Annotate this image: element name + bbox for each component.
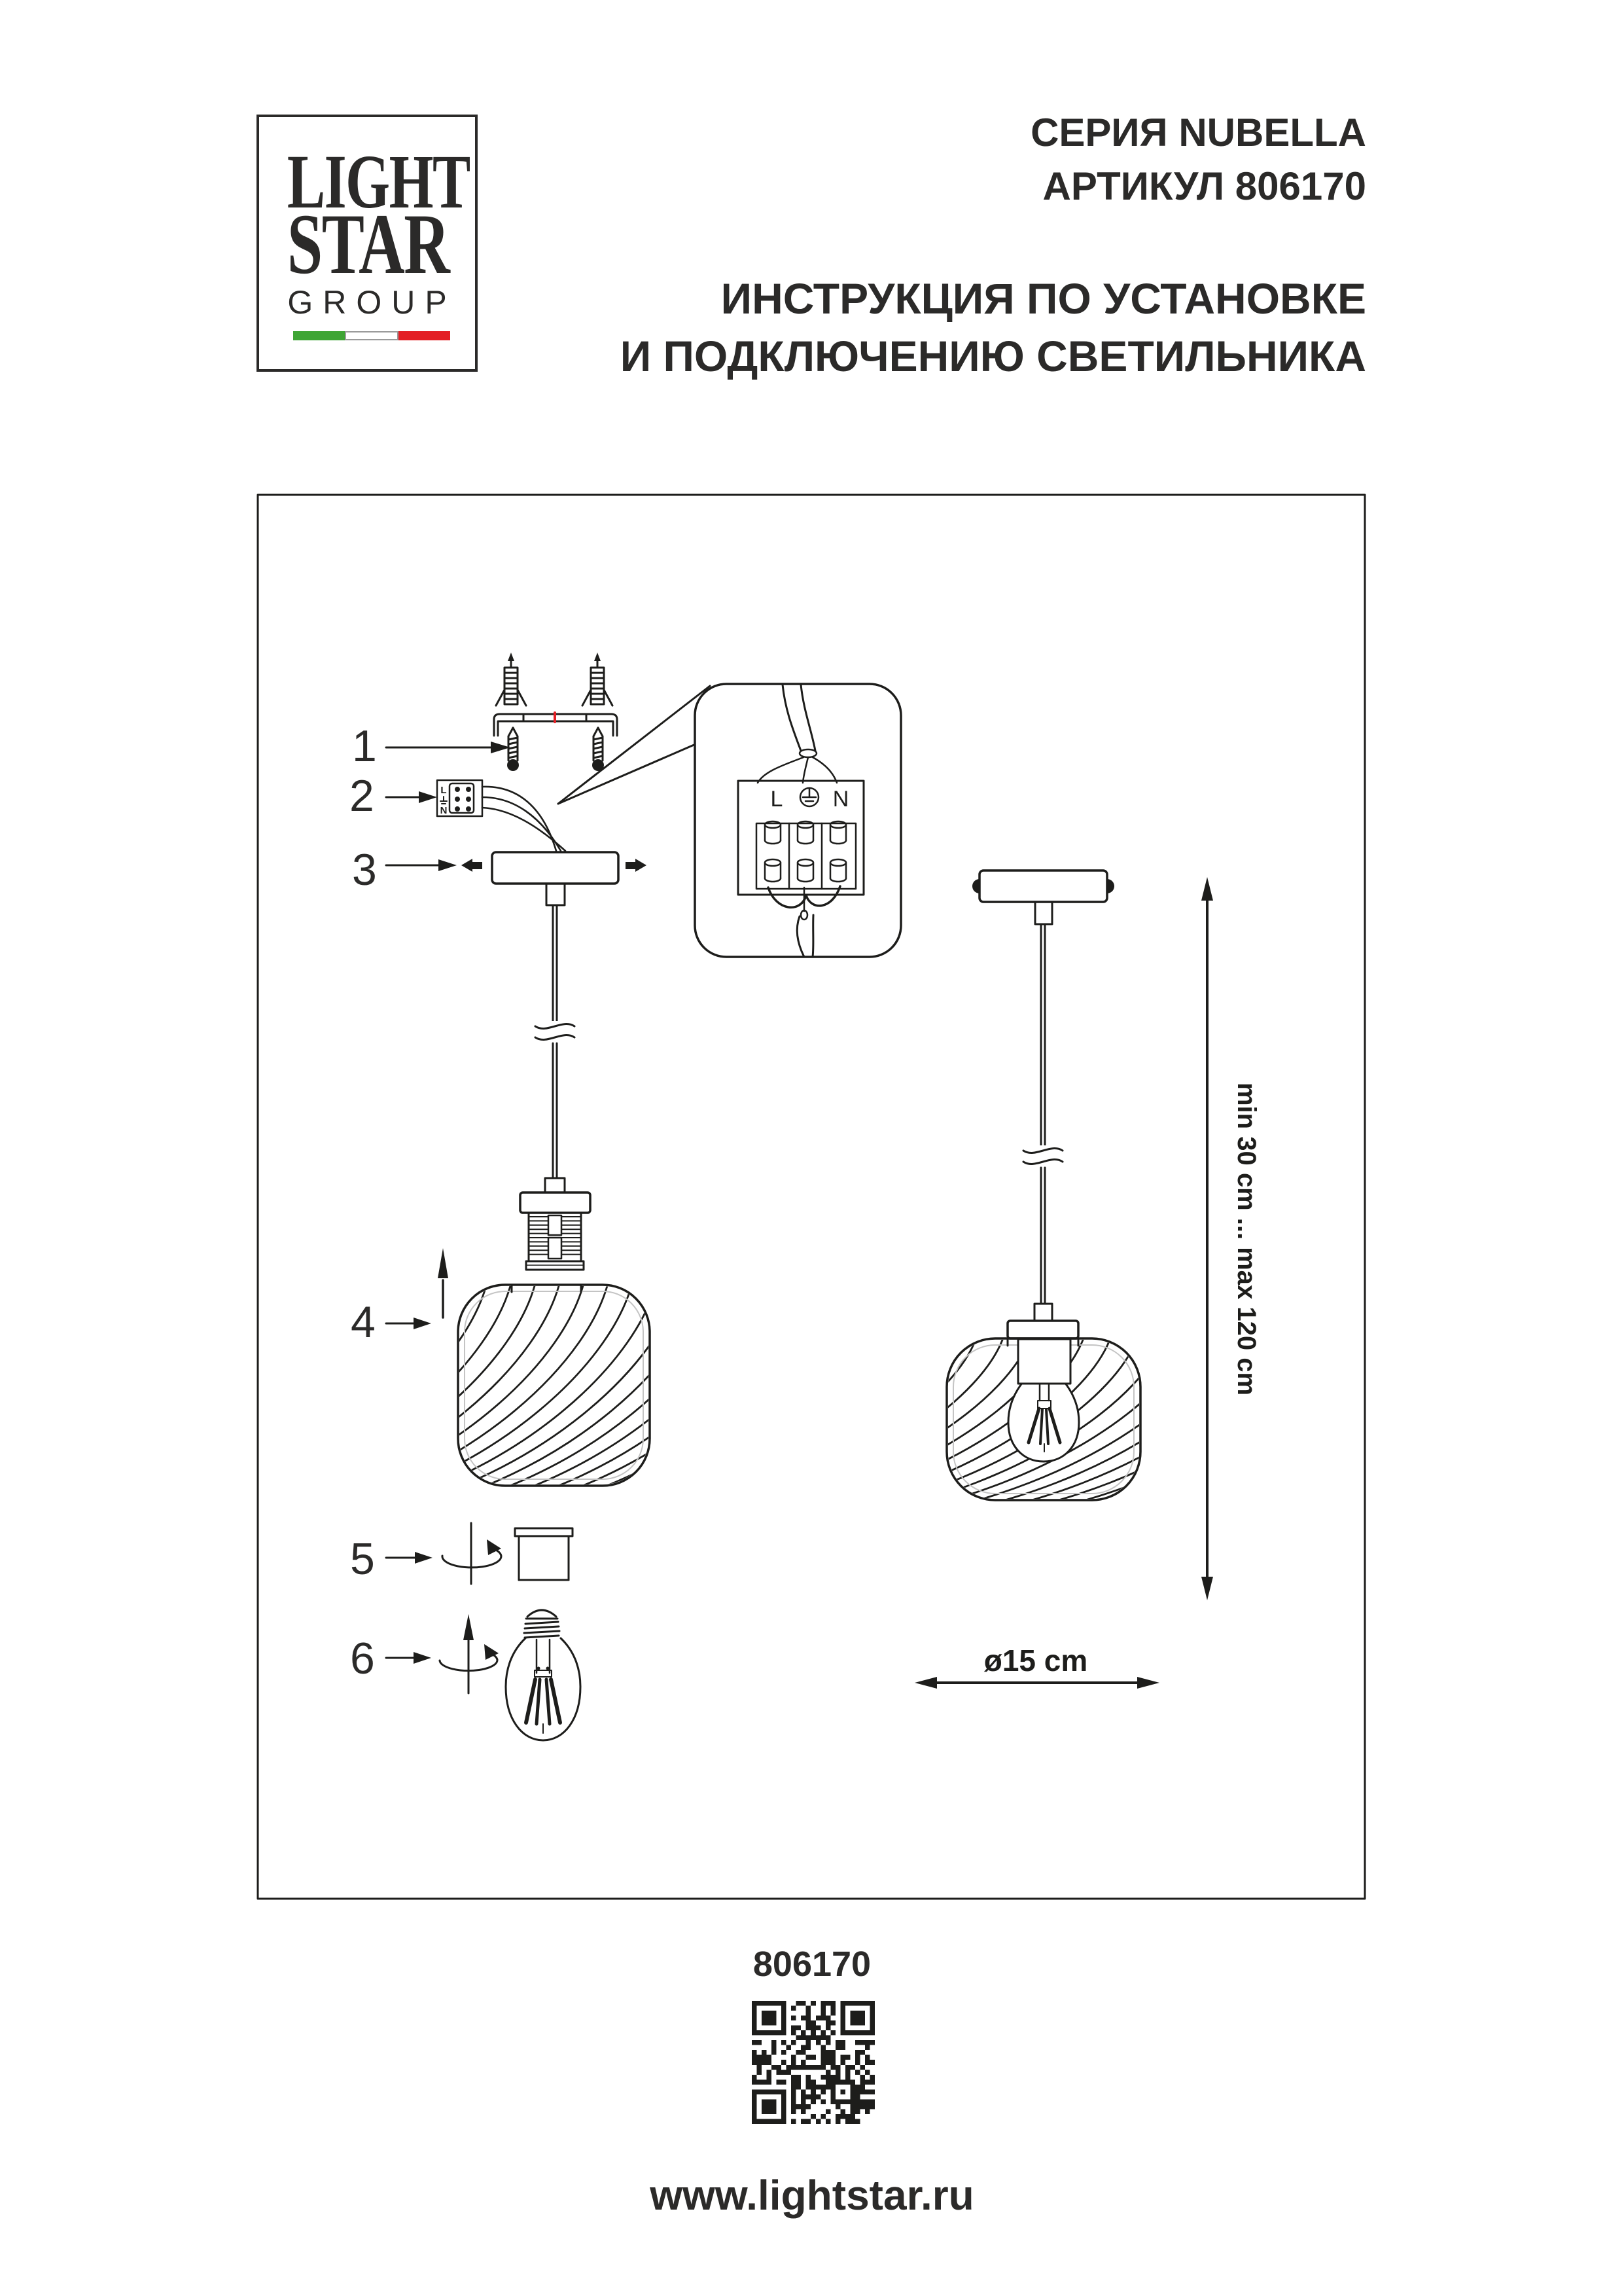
- rotate-icon: [442, 1523, 501, 1584]
- height-dimension: [1201, 877, 1261, 1600]
- step-label-3: 3: [352, 845, 377, 895]
- connector-neutral-label: N: [440, 805, 448, 816]
- rotate-icon: [440, 1614, 499, 1693]
- terminal-live-label: L: [770, 787, 783, 812]
- suspension-rod-left: [520, 905, 590, 1213]
- flag-red-stripe: [398, 331, 450, 340]
- step4-up-arrow: [438, 1248, 448, 1318]
- connector-live-label: L: [440, 785, 447, 796]
- step-label-5: 5: [350, 1534, 375, 1584]
- step5-leader-arrow: [386, 1552, 432, 1564]
- instruction-title-line2: И ПОДКЛЮЧЕНИЮ СВЕТИЛЬНИКА: [620, 332, 1366, 380]
- step3-leader-arrow: [386, 859, 457, 871]
- series-title: СЕРИЯ NUBELLA: [1031, 111, 1366, 154]
- footer-article-number: 806170: [752, 1945, 872, 1984]
- brand-logo: [256, 115, 478, 372]
- flag-white-stripe: [345, 331, 399, 340]
- step-label-2: 2: [349, 771, 374, 821]
- installation-diagram: [256, 493, 1366, 1900]
- wiring-callout: [558, 684, 901, 957]
- logo-word-group: GROUP: [287, 284, 457, 321]
- socket-ring-icon: [515, 1528, 573, 1580]
- socket-housing: [526, 1213, 584, 1270]
- mounting-bracket-icon: [494, 713, 617, 736]
- logo-word-light: LIGHT: [287, 139, 470, 224]
- diameter-dimension: [915, 1643, 1159, 1689]
- step6-leader-arrow: [386, 1652, 431, 1664]
- step1-leader-arrow: [386, 742, 510, 753]
- connector-earth-icon: [440, 797, 447, 804]
- wall-anchor-icon: [496, 653, 612, 706]
- diameter-label: ø15 cm: [983, 1643, 1088, 1677]
- step-label-1: 1: [352, 721, 377, 771]
- mounting-screw-icon: [507, 728, 604, 771]
- step4-leader-arrow: [386, 1318, 431, 1329]
- terminal-neutral-label: N: [832, 787, 849, 812]
- logo-word-star: STAR: [287, 196, 450, 292]
- connector-wires: [482, 787, 565, 851]
- light-bulb-icon: [506, 1610, 580, 1740]
- instruction-title-line1: ИНСТРУКЦИЯ ПО УСТАНОВКЕ: [720, 274, 1366, 323]
- article-title: АРТИКУЛ 806170: [1042, 164, 1366, 208]
- ceiling-canopy: [461, 852, 646, 905]
- footer-website: www.lightstar.ru: [650, 2172, 974, 2219]
- step2-leader-arrow: [386, 791, 437, 803]
- height-range-label: min 30 cm ... max 120 cm: [1232, 1082, 1261, 1396]
- document-header: [620, 106, 1366, 385]
- italian-flag-icon: [293, 331, 450, 340]
- qr-code-icon: [752, 2001, 875, 2124]
- terminal-connector-icon: [437, 780, 482, 816]
- step-label-6: 6: [350, 1634, 375, 1683]
- step-label-4: 4: [351, 1297, 376, 1347]
- flag-green-stripe: [293, 331, 345, 340]
